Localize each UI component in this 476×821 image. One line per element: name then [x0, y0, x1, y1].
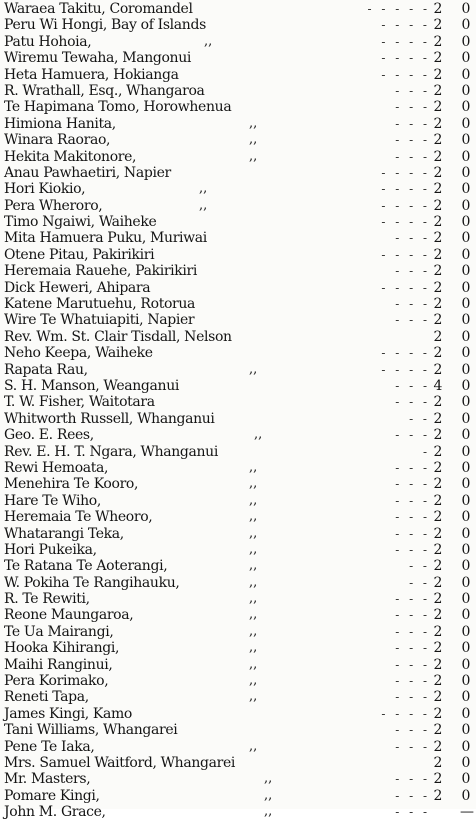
list-item — [4, 17, 474, 33]
ditto-mark: ,, — [204, 33, 213, 49]
list-item — [4, 558, 474, 574]
amount-pounds: 2 — [433, 656, 443, 673]
subscriber-name: Himiona Hanita, — [4, 115, 116, 132]
leader-dashes: - - - — [395, 641, 430, 656]
leader-dashes: - - - — [395, 526, 430, 541]
ditto-mark: ,, — [249, 607, 258, 623]
amount-shillings: 0 — [461, 345, 471, 362]
ditto-mark: ,, — [249, 132, 258, 148]
subscriber-name: Whitworth Russell, Whanganui — [4, 410, 215, 427]
amount-shillings: 0 — [461, 427, 471, 444]
amount-shillings: 0 — [461, 705, 471, 722]
ditto-mark: ,, — [249, 492, 258, 508]
amount-shillings: 0 — [461, 66, 471, 83]
leader-dashes: - - - — [395, 690, 430, 705]
amount-shillings: 0 — [461, 1, 471, 17]
amount-pounds: 2 — [433, 1, 443, 17]
amount-pounds: 2 — [433, 705, 443, 722]
ditto-mark: ,, — [249, 509, 258, 525]
list-item — [4, 476, 474, 492]
ditto-mark: ,, — [249, 148, 258, 164]
list-item — [4, 493, 474, 509]
leader-dashes: - - - - — [381, 247, 430, 262]
subscriber-name: Dick Heweri, Ahipara — [4, 279, 151, 296]
amount-shillings: 0 — [461, 328, 471, 345]
leader-dashes: - - - — [395, 674, 430, 689]
list-item — [4, 575, 474, 591]
subscriber-name: Heta Hamuera, Hokianga — [4, 66, 179, 83]
list-item — [4, 788, 474, 804]
amount-pounds: 2 — [433, 394, 443, 411]
list-item — [4, 329, 474, 345]
amount-pounds: 2 — [433, 640, 443, 657]
ditto-mark: ,, — [249, 115, 258, 131]
list-item — [4, 657, 474, 673]
amount-pounds: 2 — [433, 312, 443, 329]
amount-shillings: 0 — [461, 771, 471, 788]
ditto-mark: ,, — [264, 787, 273, 803]
list-item — [4, 165, 474, 181]
ditto-mark: ,, — [249, 689, 258, 705]
list-item — [4, 312, 474, 328]
list-item — [4, 722, 474, 738]
leader-dashes: - - - - — [381, 706, 430, 721]
amount-pounds: 2 — [433, 82, 443, 99]
list-item — [4, 263, 474, 279]
amount-pounds: 2 — [433, 525, 443, 542]
amount-shillings: 0 — [461, 640, 471, 657]
subscriber-name: Rev. E. H. T. Ngara, Whanganui — [4, 443, 218, 460]
list-item — [4, 149, 474, 165]
subscriber-name: Patu Hohoia, — [4, 33, 92, 50]
leader-dashes: - - - — [395, 395, 430, 410]
subscriber-name: Rev. Wm. St. Clair Tisdall, Nelson — [4, 328, 232, 345]
leader-dashes: - - - - — [381, 51, 430, 66]
leader-dashes: - - - — [395, 788, 430, 803]
list-item — [4, 542, 474, 558]
amount-pounds: 2 — [433, 33, 443, 50]
subscriber-name: Maihi Ranginui, — [4, 656, 113, 673]
leader-dashes: - - - — [395, 510, 430, 525]
amount-pounds: 2 — [433, 754, 443, 771]
amount-shillings: 0 — [461, 738, 471, 755]
amount-pounds: 2 — [433, 17, 443, 34]
leader-dashes: - - - — [395, 378, 430, 393]
leader-dashes: - - - — [395, 608, 430, 623]
amount-shillings: 0 — [461, 410, 471, 427]
amount-shillings: 0 — [461, 443, 471, 460]
amount-pounds: 2 — [433, 722, 443, 739]
amount-pounds: 2 — [433, 591, 443, 608]
amount-shillings: 0 — [461, 230, 471, 247]
amount-shillings: 0 — [461, 246, 471, 263]
amount-pounds: 2 — [433, 738, 443, 755]
subscriber-name: Hooka Kihirangi, — [4, 640, 120, 657]
list-item — [4, 640, 474, 656]
subscriber-name: Neho Keepa, Waiheke — [4, 345, 153, 362]
leader-dashes: - - - — [395, 83, 430, 98]
subscriber-name: Mrs. Samuel Waitford, Whangarei — [4, 754, 236, 771]
subscriber-name: Otene Pitau, Pakirikiri — [4, 246, 155, 263]
list-item — [4, 132, 474, 148]
leader-dashes: - - - — [395, 624, 430, 639]
amount-shillings: 0 — [461, 197, 471, 214]
leader-dashes: - - - - — [381, 198, 430, 213]
ditto-mark: ,, — [249, 640, 258, 656]
amount-pounds: 2 — [433, 345, 443, 362]
subscriber-name: Rapata Rau, — [4, 361, 88, 378]
amount-pounds: 2 — [433, 246, 443, 263]
list-item — [4, 526, 474, 542]
leader-dashes: - - — [409, 411, 430, 426]
subscriber-name: Reneti Tapa, — [4, 689, 89, 706]
leader-dashes: - - - — [395, 100, 430, 115]
leader-dashes: - - - - — [381, 215, 430, 230]
amount-shillings: 0 — [461, 164, 471, 181]
ditto-mark: ,, — [249, 574, 258, 590]
amount-pounds: 2 — [433, 673, 443, 690]
amount-pounds: 2 — [433, 279, 443, 296]
subscriber-name: Whatarangi Teka, — [4, 525, 124, 542]
amount-pounds: 4 — [433, 377, 443, 394]
subscriber-name: Wiremu Tewaha, Mangonui — [4, 50, 192, 67]
amount-pounds: 2 — [433, 427, 443, 444]
leader-dashes: - - - — [395, 297, 430, 312]
amount-pounds: 2 — [433, 66, 443, 83]
leader-dashes: - - - - — [381, 18, 430, 33]
subscriber-name: Hekita Makitonore, — [4, 148, 137, 165]
list-item — [4, 607, 474, 623]
amount-pounds: 2 — [433, 771, 443, 788]
leader-dashes: - - - — [395, 542, 430, 557]
ditto-mark: ,, — [249, 623, 258, 639]
amount-pounds: 2 — [433, 443, 443, 460]
subscriber-name: S. H. Manson, Weanganui — [4, 377, 179, 394]
ditto-mark: ,, — [264, 804, 273, 820]
amount-shillings: 0 — [461, 115, 471, 132]
leader-dashes: - - - — [395, 592, 430, 607]
subscriber-name: Hori Pukeika, — [4, 541, 97, 558]
amount-shillings: 0 — [461, 689, 471, 706]
ditto-mark: ,, — [249, 541, 258, 557]
subscriber-name: Te Ua Mairangi, — [4, 623, 114, 640]
list-item — [4, 34, 474, 50]
amount-pounds: 2 — [433, 574, 443, 591]
amount-shillings: 0 — [461, 541, 471, 558]
amount-shillings: 0 — [461, 181, 471, 198]
amount-shillings: 0 — [461, 33, 471, 50]
amount-pounds: 2 — [433, 197, 443, 214]
list-item — [4, 444, 474, 460]
subscriber-name: Mr. Masters, — [4, 771, 91, 788]
list-item — [4, 181, 474, 197]
subscriber-name: Hori Kiokio, — [4, 181, 86, 198]
amount-pounds: 2 — [433, 115, 443, 132]
amount-shillings: 0 — [461, 623, 471, 640]
list-item — [4, 280, 474, 296]
amount-pounds: 2 — [433, 99, 443, 116]
amount-pounds: 2 — [433, 263, 443, 280]
ditto-mark: ,, — [249, 591, 258, 607]
leader-dashes: - - - — [395, 264, 430, 279]
leader-dashes: - - - — [395, 133, 430, 148]
amount-shillings: 0 — [461, 377, 471, 394]
list-item — [4, 116, 474, 132]
subscriber-name: Peru Wi Hongi, Bay of Islands — [4, 17, 206, 34]
subscriber-name: Rewi Hemoata, — [4, 459, 109, 476]
amount-pounds: 2 — [433, 148, 443, 165]
ditto-mark: ,, — [249, 525, 258, 541]
list-item — [4, 378, 474, 394]
list-item — [4, 460, 474, 476]
amount-shillings: 0 — [461, 312, 471, 329]
list-item — [4, 1, 474, 17]
subscriber-name: W. Pokiha Te Rangihauku, — [4, 574, 180, 591]
leader-dashes: - - - — [395, 149, 430, 164]
subscriber-name: Pera Wheroro, — [4, 197, 103, 214]
amount-shillings: 0 — [461, 509, 471, 526]
list-item — [4, 214, 474, 230]
amount-pounds: 2 — [433, 410, 443, 427]
ditto-mark: ,, — [264, 771, 273, 787]
amount-shillings: 0 — [461, 574, 471, 591]
amount-shillings: 0 — [461, 296, 471, 313]
subscriber-name: John M. Grace, — [4, 804, 106, 821]
subscriber-name: Hare Te Wiho, — [4, 492, 101, 509]
ditto-mark: ,, — [249, 558, 258, 574]
leader-dashes: - - - — [395, 477, 430, 492]
ditto-mark: ,, — [199, 197, 208, 213]
amount-shillings: 0 — [461, 754, 471, 771]
ditto-mark: ,, — [249, 656, 258, 672]
list-item — [4, 706, 474, 722]
leader-dashes: - - - — [395, 739, 430, 754]
subscription-list — [4, 1, 474, 821]
amount-shillings: 0 — [461, 99, 471, 116]
ditto-mark: ,, — [249, 476, 258, 492]
amount-pounds: 2 — [433, 558, 443, 575]
leader-dashes: - - - — [395, 493, 430, 508]
list-item — [4, 362, 474, 378]
amount-pounds: 2 — [433, 181, 443, 198]
amount-pounds: 2 — [433, 492, 443, 509]
subscriber-name: Te Ratana Te Aoterangi, — [4, 558, 168, 575]
leader-dashes: - - - - — [381, 67, 430, 82]
list-item — [4, 67, 474, 83]
amount-shillings: 0 — [461, 132, 471, 149]
ditto-mark: ,, — [199, 181, 208, 197]
subscriber-name: Waraea Takitu, Coromandel — [4, 1, 193, 17]
subscriber-name: Timo Ngaiwi, Waiheke — [4, 214, 157, 231]
list-item — [4, 689, 474, 705]
leader-dashes: - - - - - — [367, 2, 430, 16]
list-item — [4, 345, 474, 361]
amount-shillings: 0 — [461, 787, 471, 804]
leader-dashes: - - - — [395, 772, 430, 787]
subscriber-name: Reone Maungaroa, — [4, 607, 134, 624]
subscriber-name: Geo. E. Rees, — [4, 427, 94, 444]
amount-shillings: 0 — [461, 558, 471, 575]
subscriber-name: Pera Korimako, — [4, 673, 109, 690]
leader-dashes: - - — [409, 559, 430, 574]
amount-shillings: 0 — [461, 607, 471, 624]
list-item — [4, 99, 474, 115]
list-item — [4, 804, 474, 820]
leader-dashes: - - - — [395, 313, 430, 328]
list-item — [4, 755, 474, 771]
list-item — [4, 411, 474, 427]
subscriber-name: Winara Raorao, — [4, 132, 111, 149]
leader-dashes: - - - — [395, 116, 430, 131]
amount-pounds: 2 — [433, 607, 443, 624]
ditto-mark: ,, — [254, 427, 263, 443]
amount-pounds: 2 — [433, 132, 443, 149]
subscriber-name: James Kingi, Kamo — [4, 705, 133, 722]
subscriber-name: Heremaia Te Wheoro, — [4, 509, 153, 526]
list-item — [4, 771, 474, 787]
subscriber-name: R. Te Rewiti, — [4, 591, 90, 608]
list-item — [4, 247, 474, 263]
amount-pounds: 2 — [433, 459, 443, 476]
list-item — [4, 83, 474, 99]
amount-shillings: 0 — [461, 656, 471, 673]
leader-dashes: - - - — [395, 428, 430, 443]
amount-shillings: 0 — [461, 82, 471, 99]
leader-dashes: - - - - — [381, 280, 430, 295]
list-item — [4, 509, 474, 525]
ditto-mark: ,, — [249, 361, 258, 377]
amount-pounds: 2 — [433, 476, 443, 493]
amount-shillings: 0 — [461, 492, 471, 509]
subscriber-name: Pene Te Iaka, — [4, 738, 95, 755]
list-item — [4, 591, 474, 607]
ditto-mark: ,, — [249, 673, 258, 689]
list-item — [4, 673, 474, 689]
amount-shillings: 0 — [461, 361, 471, 378]
subscriber-name: T. W. Fisher, Waitotara — [4, 394, 155, 411]
leader-dashes: - - - — [395, 723, 430, 738]
amount-shillings: 0 — [461, 394, 471, 411]
amount-pounds: 2 — [433, 230, 443, 247]
leader-dashes: - - - — [395, 657, 430, 672]
amount-shillings: 0 — [461, 673, 471, 690]
subscriber-name: Pomare Kingi, — [4, 787, 100, 804]
amount-shillings: 0 — [461, 459, 471, 476]
list-item — [4, 198, 474, 214]
leader-dashes: - - - - — [381, 165, 430, 180]
amount-pounds: 2 — [433, 787, 443, 804]
leader-dashes: - - - — [395, 231, 430, 246]
amount-pounds: 2 — [433, 296, 443, 313]
amount-shillings: 0 — [461, 263, 471, 280]
amount-shillings: 0 — [461, 722, 471, 739]
amount-shillings: 0 — [461, 50, 471, 67]
amount-pounds: 2 — [433, 50, 443, 67]
subscriber-name: Te Hapimana Tomo, Horowhenua — [4, 99, 232, 116]
amount-pounds: 2 — [433, 214, 443, 231]
leader-dashes: - - - - — [381, 182, 430, 197]
list-item — [4, 296, 474, 312]
ditto-mark: ,, — [249, 459, 258, 475]
leader-dashes: - - - - — [381, 34, 430, 49]
amount-pounds: 2 — [433, 623, 443, 640]
list-item — [4, 624, 474, 640]
amount-pounds: 2 — [433, 328, 443, 345]
amount-pounds: 2 — [433, 689, 443, 706]
subscriber-name: Heremaia Rauehe, Pakirikiri — [4, 263, 198, 280]
subscriber-name: Wire Te Whatuiapiti, Napier — [4, 312, 195, 329]
leader-dashes: - - - — [395, 805, 430, 820]
amount-shillings: 0 — [461, 214, 471, 231]
leader-dashes: - — [422, 444, 430, 459]
list-item — [4, 230, 474, 246]
leader-dashes: - - - - — [381, 346, 430, 361]
amount-shillings: — — [460, 804, 474, 821]
amount-pounds: 2 — [433, 541, 443, 558]
amount-pounds: 2 — [433, 509, 443, 526]
list-item — [4, 50, 474, 66]
amount-shillings: 0 — [461, 591, 471, 608]
amount-shillings: 0 — [461, 279, 471, 296]
leader-dashes: - - - - — [381, 362, 430, 377]
list-item — [4, 427, 474, 443]
subscriber-name: Menehira Te Kooro, — [4, 476, 139, 493]
amount-shillings: 0 — [461, 148, 471, 165]
subscriber-name: Anau Pawhaetiri, Napier — [4, 164, 171, 181]
amount-shillings: 0 — [461, 525, 471, 542]
leader-dashes: - - - — [395, 460, 430, 475]
leader-dashes: - - — [409, 575, 430, 590]
amount-pounds: 2 — [433, 361, 443, 378]
amount-shillings: 0 — [461, 17, 471, 34]
subscriber-name: Katene Marutuehu, Rotorua — [4, 296, 196, 313]
ditto-mark: ,, — [249, 738, 258, 754]
amount-pounds: 2 — [433, 164, 443, 181]
list-item — [4, 739, 474, 755]
amount-shillings: 0 — [461, 476, 471, 493]
list-item — [4, 394, 474, 410]
subscriber-name: Tani Williams, Whangarei — [4, 722, 178, 739]
subscriber-name: Mita Hamuera Puku, Muriwai — [4, 230, 207, 247]
subscriber-name: R. Wrathall, Esq., Whangaroa — [4, 82, 205, 99]
